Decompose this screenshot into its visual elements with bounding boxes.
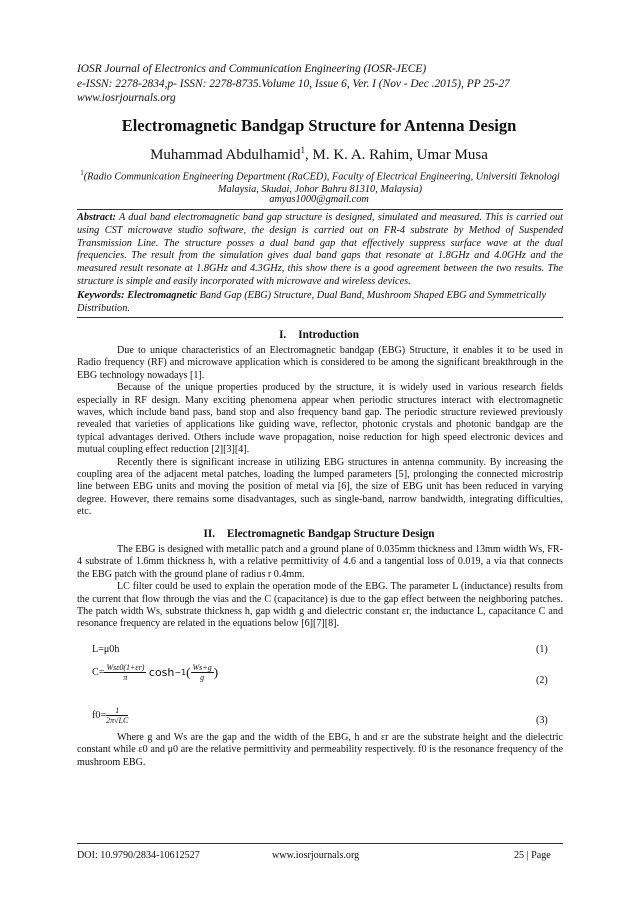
abstract-label: Abstract: — [77, 212, 116, 223]
paragraph: LC filter could be used to explain the operation mode of the EBG. The parameter L (inductance) results from the current that flow through the vias and the C (capacitance) is due to the gap effect between the neighboring patches. The patch width Ws, substrate thickness h, gap width g and dielectric constant εr, the inductance L, capacitance C and resonance frequency are related in the equations below [6][7][8]. — [77, 581, 563, 630]
paragraph: Because of the unique properties produced by the structure, it is widely used in various research fields especially in RF design. Many exciting phenomena appear when periodic structures interact with electromagnetic waves, which include band pass, band stop and also frequency band gap. The periodic structure reviewed previously revealed that varieties of applications like guiding wave, reflector, photonic crystals and photonic bandgap are the typical advantages derived. Others include wave propagation, noise reduction for high speed electronic devices and mutual coupling effect reduction [2][3][4]. — [77, 382, 563, 456]
equation-1: L=μ0h — [92, 644, 120, 655]
abstract-text: A dual band electromagnetic band gap structure is designed, simulated and measured. This is carried out using CST microwave studio software, the design is carried out on FR-4 substrate by Method of Suspended Transmission Line. The structure posses a dual band gap that effectively suppress surface wave at the dual frequencies. The result from the simulation gives dual band gaps that resonate at 1.8GHz and 4.0GHz and the measured result resonate at 1.8GHz and 4.3GHz, this show there is a good agreement between the two results. The structure is simple and easily incorporated with microwave and wireless devices. — [77, 212, 563, 287]
abstract — [77, 212, 563, 289]
keywords-text: Band Gap (EBG) Structure, Dual Band, Mushroom Shaped EBG and Symmetrically Distribution. — [77, 290, 547, 314]
journal-header — [77, 62, 577, 106]
paragraph: Due to unique characteristics of an Electromagnetic bandgap (EBG) Structure, it enables it to be used in Radio frequency (RF) and microwave application which is considered to be among the significant breakthrough in the EBG technology nowadays [1]. — [77, 345, 563, 381]
eq2-numerator: Wsε0(1+εr) — [106, 663, 145, 672]
eq2-arg-denominator: g — [200, 673, 205, 682]
eq2-argument — [191, 663, 214, 682]
author-list — [0, 145, 638, 164]
paragraph: The EBG is designed with metallic patch and a ground plane of 0.035mm thickness and 13mm width Ws, FR-4 substrate of 1.6mm thickness h, with a relative permittivity of 4.6 and a tangential loss of 0.019, a via that connects the EBG patch with the ground plane of radius r 0.4mm. — [77, 544, 563, 580]
paragraph: Recently there is significant increase in utilizing EBG structures in antenna community. By increasing the coupling area of the adjacent metal patches, loading the lumped parameters [5], prolonging the connected microstrip line between EBG units and moving the position of metal via [6], the size of EBG unit has been reduced in varying degree. However, there remains some disadvantages, such as single-band, narrow bandwidth, integrating difficulties, etc. — [77, 456, 563, 518]
paragraph: Where g and Ws are the gap and the width of the EBG, h and εr are the substrate height and the dielectric constant while ε0 and μ0 are the relative permittivity and permeability respectively. f0 is the resonance frequency of the mushroom EBG. — [77, 732, 563, 768]
introduction-body — [77, 345, 563, 519]
footer-page: 25 | Page — [514, 850, 551, 861]
section-heading-introduction — [0, 329, 638, 341]
author-first-sup: 1 — [300, 145, 305, 155]
eq2-cosh: cosh — [148, 666, 175, 679]
equation-3 — [92, 706, 128, 725]
section-title: Electromagnetic Bandgap Structure Design — [227, 528, 435, 540]
equation-2: C= $\frac{\text{Wsε0(1+εr)}}{\pi}$ cosh−1( $\frac{Ws+g}{g}$ ) — [92, 663, 219, 682]
footer-site: www.iosrjournals.org — [272, 850, 360, 861]
abstract-bottom-rule — [77, 317, 563, 318]
journal-issn: e-ISSN: 2278-2834,p- ISSN: 2278-8735.Volume 10, Issue 6, Ver. I (Nov - Dec .2015), PP 25-27 — [77, 77, 510, 90]
affiliation — [77, 167, 563, 196]
eq3-denominator: 2π√LC — [106, 716, 129, 725]
equation-1-number: (1) — [536, 644, 548, 655]
eq2-fraction — [104, 663, 146, 682]
section-title: Introduction — [298, 329, 359, 341]
section-number: I. — [279, 329, 287, 341]
footer-rule — [77, 843, 563, 844]
abstract-top-rule — [77, 209, 563, 210]
eq2-arg-numerator: Ws+g — [192, 663, 212, 672]
keywords-label: Keywords: — [77, 289, 125, 301]
equation-2-number: (2) — [536, 675, 548, 686]
design-body — [77, 544, 563, 631]
author-email: amyas1000@gmail.com — [269, 194, 369, 205]
section-heading-design — [0, 528, 638, 540]
affiliation-sup: 1 — [80, 169, 84, 177]
eq3-numerator: 1 — [106, 706, 128, 716]
keywords — [77, 289, 563, 315]
symbol-definitions — [77, 732, 563, 769]
affiliation-text: (Radio Communication Engineering Department (RaCED), Faculty of Electrical Engineering, Universiti Teknologi Malaysia, Skudai, Johor Bahru 81310, Malaysia) — [83, 171, 560, 196]
author-rest: , M. K. A. Rahim, Umar Musa — [304, 147, 488, 163]
eq2-lhs: C= — [92, 666, 105, 678]
footer-doi: DOI: 10.9790/2834-10612527 — [77, 850, 200, 861]
section-number: II. — [203, 528, 216, 540]
eq3-lhs: f0= — [92, 709, 107, 721]
keywords-bold: Electromagnetic — [127, 290, 198, 301]
equation-3-number: (3) — [536, 715, 548, 726]
journal-site: www.iosrjournals.org — [77, 92, 176, 105]
eq2-denominator: π — [123, 673, 128, 682]
journal-name: IOSR Journal of Electronics and Communication Engineering (IOSR-JECE) — [77, 63, 427, 75]
paper-title: Electromagnetic Bandgap Structure for Antenna Design — [121, 116, 517, 135]
eq2-cosh-exponent: −1 — [174, 668, 187, 677]
eq3-fraction — [106, 706, 128, 725]
author-first: Muhammad Abdulhamid — [150, 147, 301, 163]
